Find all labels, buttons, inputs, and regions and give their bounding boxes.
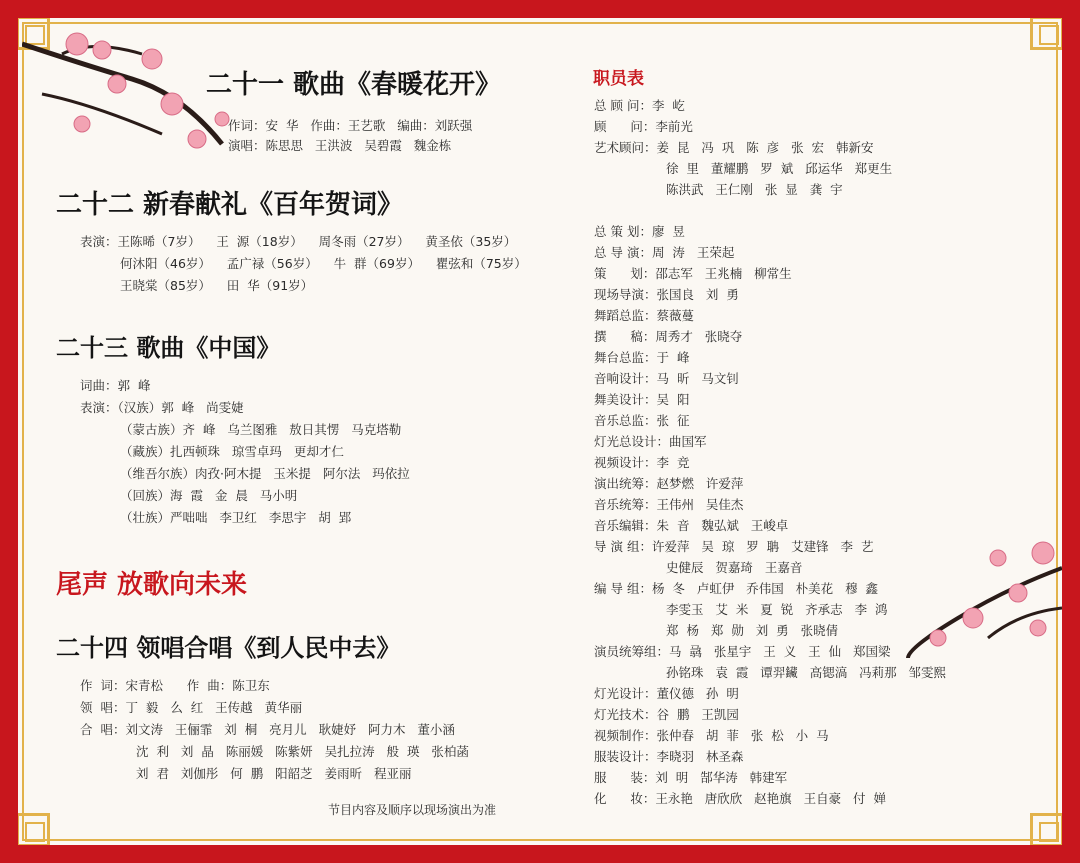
staff-line: 服 装：刘 明 郜华涛 韩建军: [594, 770, 788, 785]
section-23-heading: 二十三 歌曲《中国》: [56, 333, 281, 362]
section-22-heading: 二十二 新春献礼《百年贺词》: [56, 190, 404, 220]
staff-line: 舞美设计：吴 阳: [594, 392, 690, 407]
staff-line: 顾 问：李前光: [594, 119, 693, 134]
section-24-row: 合 唱：刘文涛 王俪霏 刘 桐 亮月儿 耿婕妤 阿力木 董小涵: [80, 722, 455, 737]
program-sheet: [18, 18, 1062, 845]
staff-line: 服装设计：李晓羽 林圣森: [594, 749, 744, 764]
staff-line: 总 顾 问：李 屹: [594, 98, 685, 113]
section-24-row: 刘 君 刘伽彤 何 鹏 阳韶芝 姜雨昕 程亚丽: [136, 766, 412, 781]
section-23-row: 表演：（汉族）郭 峰 尚雯婕: [80, 400, 244, 415]
section-24-row: 领 唱：丁 毅 么 红 王传越 黄华丽: [80, 700, 303, 715]
corner-ornament: [1030, 18, 1062, 50]
staff-line: 孙铭珠 袁 霞 谭羿鑶 高锶滈 冯莉那 邹雯熙: [666, 665, 947, 680]
section-21-singers: 演唱：陈思思 王洪波 吴碧霞 魏金栋: [228, 138, 452, 153]
staff-line: 总 策 划：廖 昱: [594, 224, 685, 239]
staff-line: 音响设计：马 昕 马文钊: [594, 371, 739, 386]
staff-line: 灯光技术：谷 鹏 王凯园: [594, 707, 739, 722]
staff-line: 撰 稿：周秀才 张晓夺: [594, 329, 743, 344]
section-23-row: （蒙古族）齐 峰 乌兰图雅 敖日其愣 马克塔勒: [120, 422, 402, 437]
section-23-lyric: 词曲：郭 峰: [80, 378, 151, 393]
staff-line: 灯光设计：董仪德 孙 明: [594, 686, 739, 701]
finale-heading: 尾声 放歌向未来: [56, 570, 248, 600]
staff-line: 艺术顾问：姜 昆 冯 巩 陈 彦 张 宏 韩新安: [594, 140, 874, 155]
section-22-row: 王晓棠（85岁） 田 华（91岁）: [120, 278, 314, 293]
staff-line: 演出统筹：赵梦燃 许爱萍: [594, 476, 744, 491]
staff-line: 编 导 组：杨 冬 卢虹伊 乔伟国 朴美花 穆 鑫: [594, 581, 879, 596]
staff-line: 视频制作：张仲春 胡 菲 张 松 小 马: [594, 728, 829, 743]
section-23-row: （回族）海 霞 金 晨 马小明: [120, 488, 298, 503]
corner-ornament: [1030, 813, 1062, 845]
staff-line: 策 划：邵志军 王兆楠 柳常生: [594, 266, 792, 281]
section-23-row: （维吾尔族）肉孜·阿木提 玉米提 阿尔法 玛依拉: [120, 466, 410, 481]
program-note: 节目内容及顺序以现场演出为准: [328, 803, 497, 817]
staff-line: 音乐统筹：王伟州 吴佳杰: [594, 497, 744, 512]
section-22-row: 表演：王陈晞（7岁） 王 源（18岁） 周冬雨（27岁） 黄圣依（35岁）: [80, 234, 517, 249]
section-24-heading: 二十四 领唱合唱《到人民中去》: [56, 633, 401, 662]
section-23-row: （壮族）严咄咄 李卫红 李思宇 胡 郢: [120, 510, 352, 525]
staff-line: 现场导演：张国良 刘 勇: [594, 287, 739, 302]
staff-line: 化 妆：王永艳 唐欣欣 赵艳旗 王自豪 付 婵: [594, 791, 886, 806]
staff-line: 徐 里 董耀鹏 罗 斌 邱运华 郑更生: [666, 161, 893, 176]
staff-line: 陈洪武 王仁刚 张 显 龚 宇: [666, 182, 843, 197]
staff-line: 史健辰 贺嘉琦 王嘉音: [666, 560, 803, 575]
staff-line: 演员统筹组：马 骉 张星宇 王 义 王 仙 郑国梁: [594, 644, 891, 659]
section-21-credits: 作词：安 华 作曲：王艺歌 编曲：刘跃强: [228, 118, 473, 133]
section-24-row: 作 词：宋青松 作 曲：陈卫东: [80, 678, 270, 693]
staff-line: 舞台总监：于 峰: [594, 350, 690, 365]
section-23-row: （藏族）扎西顿珠 琼雪卓玛 更却才仁: [120, 444, 344, 459]
section-24-row: 沈 利 刘 晶 陈丽媛 陈紫妍 吴扎拉涛 般 瑛 张柏菡: [136, 744, 469, 759]
corner-ornament: [18, 813, 50, 845]
staff-line: 郑 杨 郑 勋 刘 勇 张晓倩: [666, 623, 839, 638]
staff-line: 舞蹈总监：蔡薇蔓: [594, 308, 695, 323]
staff-line: 总 导 演：周 涛 王荣起: [594, 245, 735, 260]
section-21-heading: 二十一 歌曲《春暖花开》: [206, 70, 502, 100]
staff-line: 音乐总监：张 征: [594, 413, 690, 428]
staff-line: 李雯玉 艾 米 夏 锐 齐承志 李 鸿: [666, 602, 888, 617]
plum-blossom-branch: [898, 518, 1062, 668]
staff-line: 音乐编辑：朱 音 魏弘斌 王峻卓: [594, 518, 789, 533]
staff-line: 灯光总设计：曲国军: [594, 434, 707, 449]
staff-line: 视频设计：李 竞: [594, 455, 690, 470]
staff-title: 职员表: [593, 69, 644, 89]
staff-line: 导 演 组：许爱萍 吴 琼 罗 聃 艾建锋 李 艺: [594, 539, 874, 554]
section-22-row: 何沐阳（46岁） 孟广禄（56岁） 牛 群（69岁） 瞿弦和（75岁）: [120, 256, 527, 271]
